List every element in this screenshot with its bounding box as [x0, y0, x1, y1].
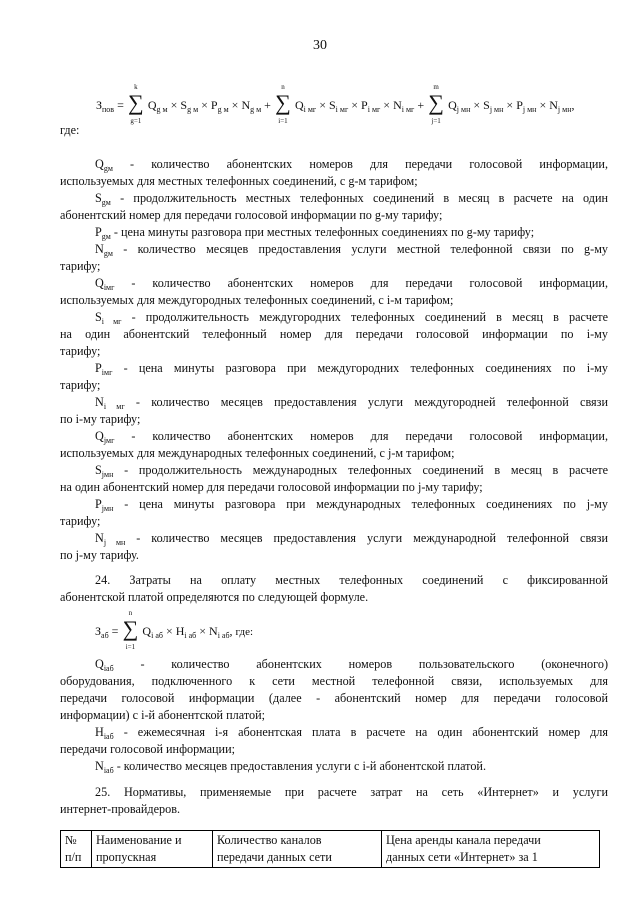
text-line: $N_{i мг}$ - количество месяцев предоставления услуги междугородней телефонной связи	[95, 395, 608, 411]
text-line: $P_{gм}$ - цена минуты разговора при местных телефонных соединениях по g-му тарифу;	[95, 225, 535, 241]
text-line: $S_{gм}$ - продолжительность местных телефонных соединений в месяц в расчете на один	[95, 191, 608, 207]
text-line: тарифу;	[60, 259, 101, 273]
text-line: передачи голосовой информации (далее - абонентский номер для передачи голосовой	[60, 691, 608, 705]
text-line: $Q_{gм}$ - количество абонентских номеров для передачи голосовой информации,	[95, 157, 608, 173]
text-line: на один абонентский телефонный номер для передачи голосовой информации по i-му	[60, 327, 608, 341]
table-row	[61, 831, 600, 868]
text-line: используемых для международных телефонных соединений, с j-м тарифом;	[60, 446, 455, 460]
text-line: используемых для междугородных телефонных соединений, с i-м тарифом;	[60, 293, 454, 307]
text-line: $N_{iаб}$ - количество месяцев предоставления услуги с i-й абонентской платой.	[95, 759, 486, 775]
formula-local-long-distance-intl: $З_{пов}$ = k ∑ g=1 $Q_{g м} \times S_{g м} \times P_{g м} \times N_{g м}$ + n ∑ i=1 $Q_{i мг} \times S_{i мг} \times P_{i мг} \times N_{i мг}$ + m ∑ j=1 $Q_{j мн} \times S_{j мн} \times P_{j мн} \times N_{j мн}$,	[96, 83, 575, 125]
table-header-cell: Наименование и пропускная	[92, 831, 213, 868]
text-line: $N_{j мн}$ - количество месяцев предоставления услуги международной телефонной связи	[95, 531, 608, 547]
text-line: $Q_{iаб}$ - количество абонентских номеров пользовательского (оконечного)	[95, 657, 608, 673]
text-line: $H_{iаб}$ - ежемесячная i-я абонентская плата в расчете на один абонентский номер для	[95, 725, 608, 741]
text-line: тарифу;	[60, 514, 101, 528]
text-line: $Q_{iмг}$ - количество абонентских номеров для передачи голосовой информации,	[95, 276, 608, 292]
text-line: $Q_{jмг}$ - количество абонентских номеров для передачи голосовой информации,	[95, 429, 608, 445]
text-line: по j-му тарифу.	[60, 548, 139, 562]
text-line: оборудования, подключенного к сети местной телефонной связи, используемых для	[60, 674, 608, 688]
text-line: $N_{gм}$ - количество месяцев предоставления услуги местной телефонной связи по g-му	[95, 242, 608, 258]
text-line: используемых для местных телефонных соединений, с g-м тарифом;	[60, 174, 418, 188]
formula-fixed-subscription: $З_{аб}$ = n ∑ i=1 $Q_{i аб} \times H_{i аб} \times N_{i аб}$, где:	[95, 609, 254, 651]
where-label: где:	[60, 123, 80, 137]
text-line: $P_{iмг}$ - цена минуты разговора при междугородних телефонных соединениях по i-му	[95, 361, 608, 377]
text-line: тарифу;	[60, 344, 101, 358]
section-25-heading: 25. Нормативы, применяемые при расчете затрат на сеть «Интернет» и услуги	[95, 785, 608, 799]
text-line: $P_{jмн}$ - цена минуты разговора при международных телефонных соединениях по j-му	[95, 497, 608, 513]
text-line: $S_{i мг}$ - продолжительность междугородних телефонных соединений в месяц в расчете	[95, 310, 608, 326]
text-line: тарифу;	[60, 378, 101, 392]
table-header-cell: № п/п	[61, 831, 92, 868]
text-line: информации) с i-й абонентской платой;	[60, 708, 265, 722]
text-line: абонентской платой определяются по следующей формуле.	[60, 590, 369, 604]
text-line: передачи голосовой информации;	[60, 742, 235, 756]
text-line: $S_{jмн}$ - продолжительность международных телефонных соединений в месяц в расчете	[95, 463, 608, 479]
table-header-cell: Цена аренды канала передачи данных сети «Интернет» за 1	[382, 831, 600, 868]
text-line: на один абонентский номер для передачи голосовой информации по j-му тарифу;	[60, 480, 483, 494]
section-24-heading: 24. Затраты на оплату местных телефонных соединений с фиксированной	[95, 573, 608, 587]
table-header-cell: Количество каналов передачи данных сети	[213, 831, 382, 868]
text-line: абонентский номер для передачи голосовой информации по g-му тарифу;	[60, 208, 443, 222]
text-line: по i-му тарифу;	[60, 412, 141, 426]
page-number: 30	[313, 38, 327, 53]
norms-table	[60, 830, 600, 868]
text-line: интернет-провайдеров.	[60, 802, 181, 816]
